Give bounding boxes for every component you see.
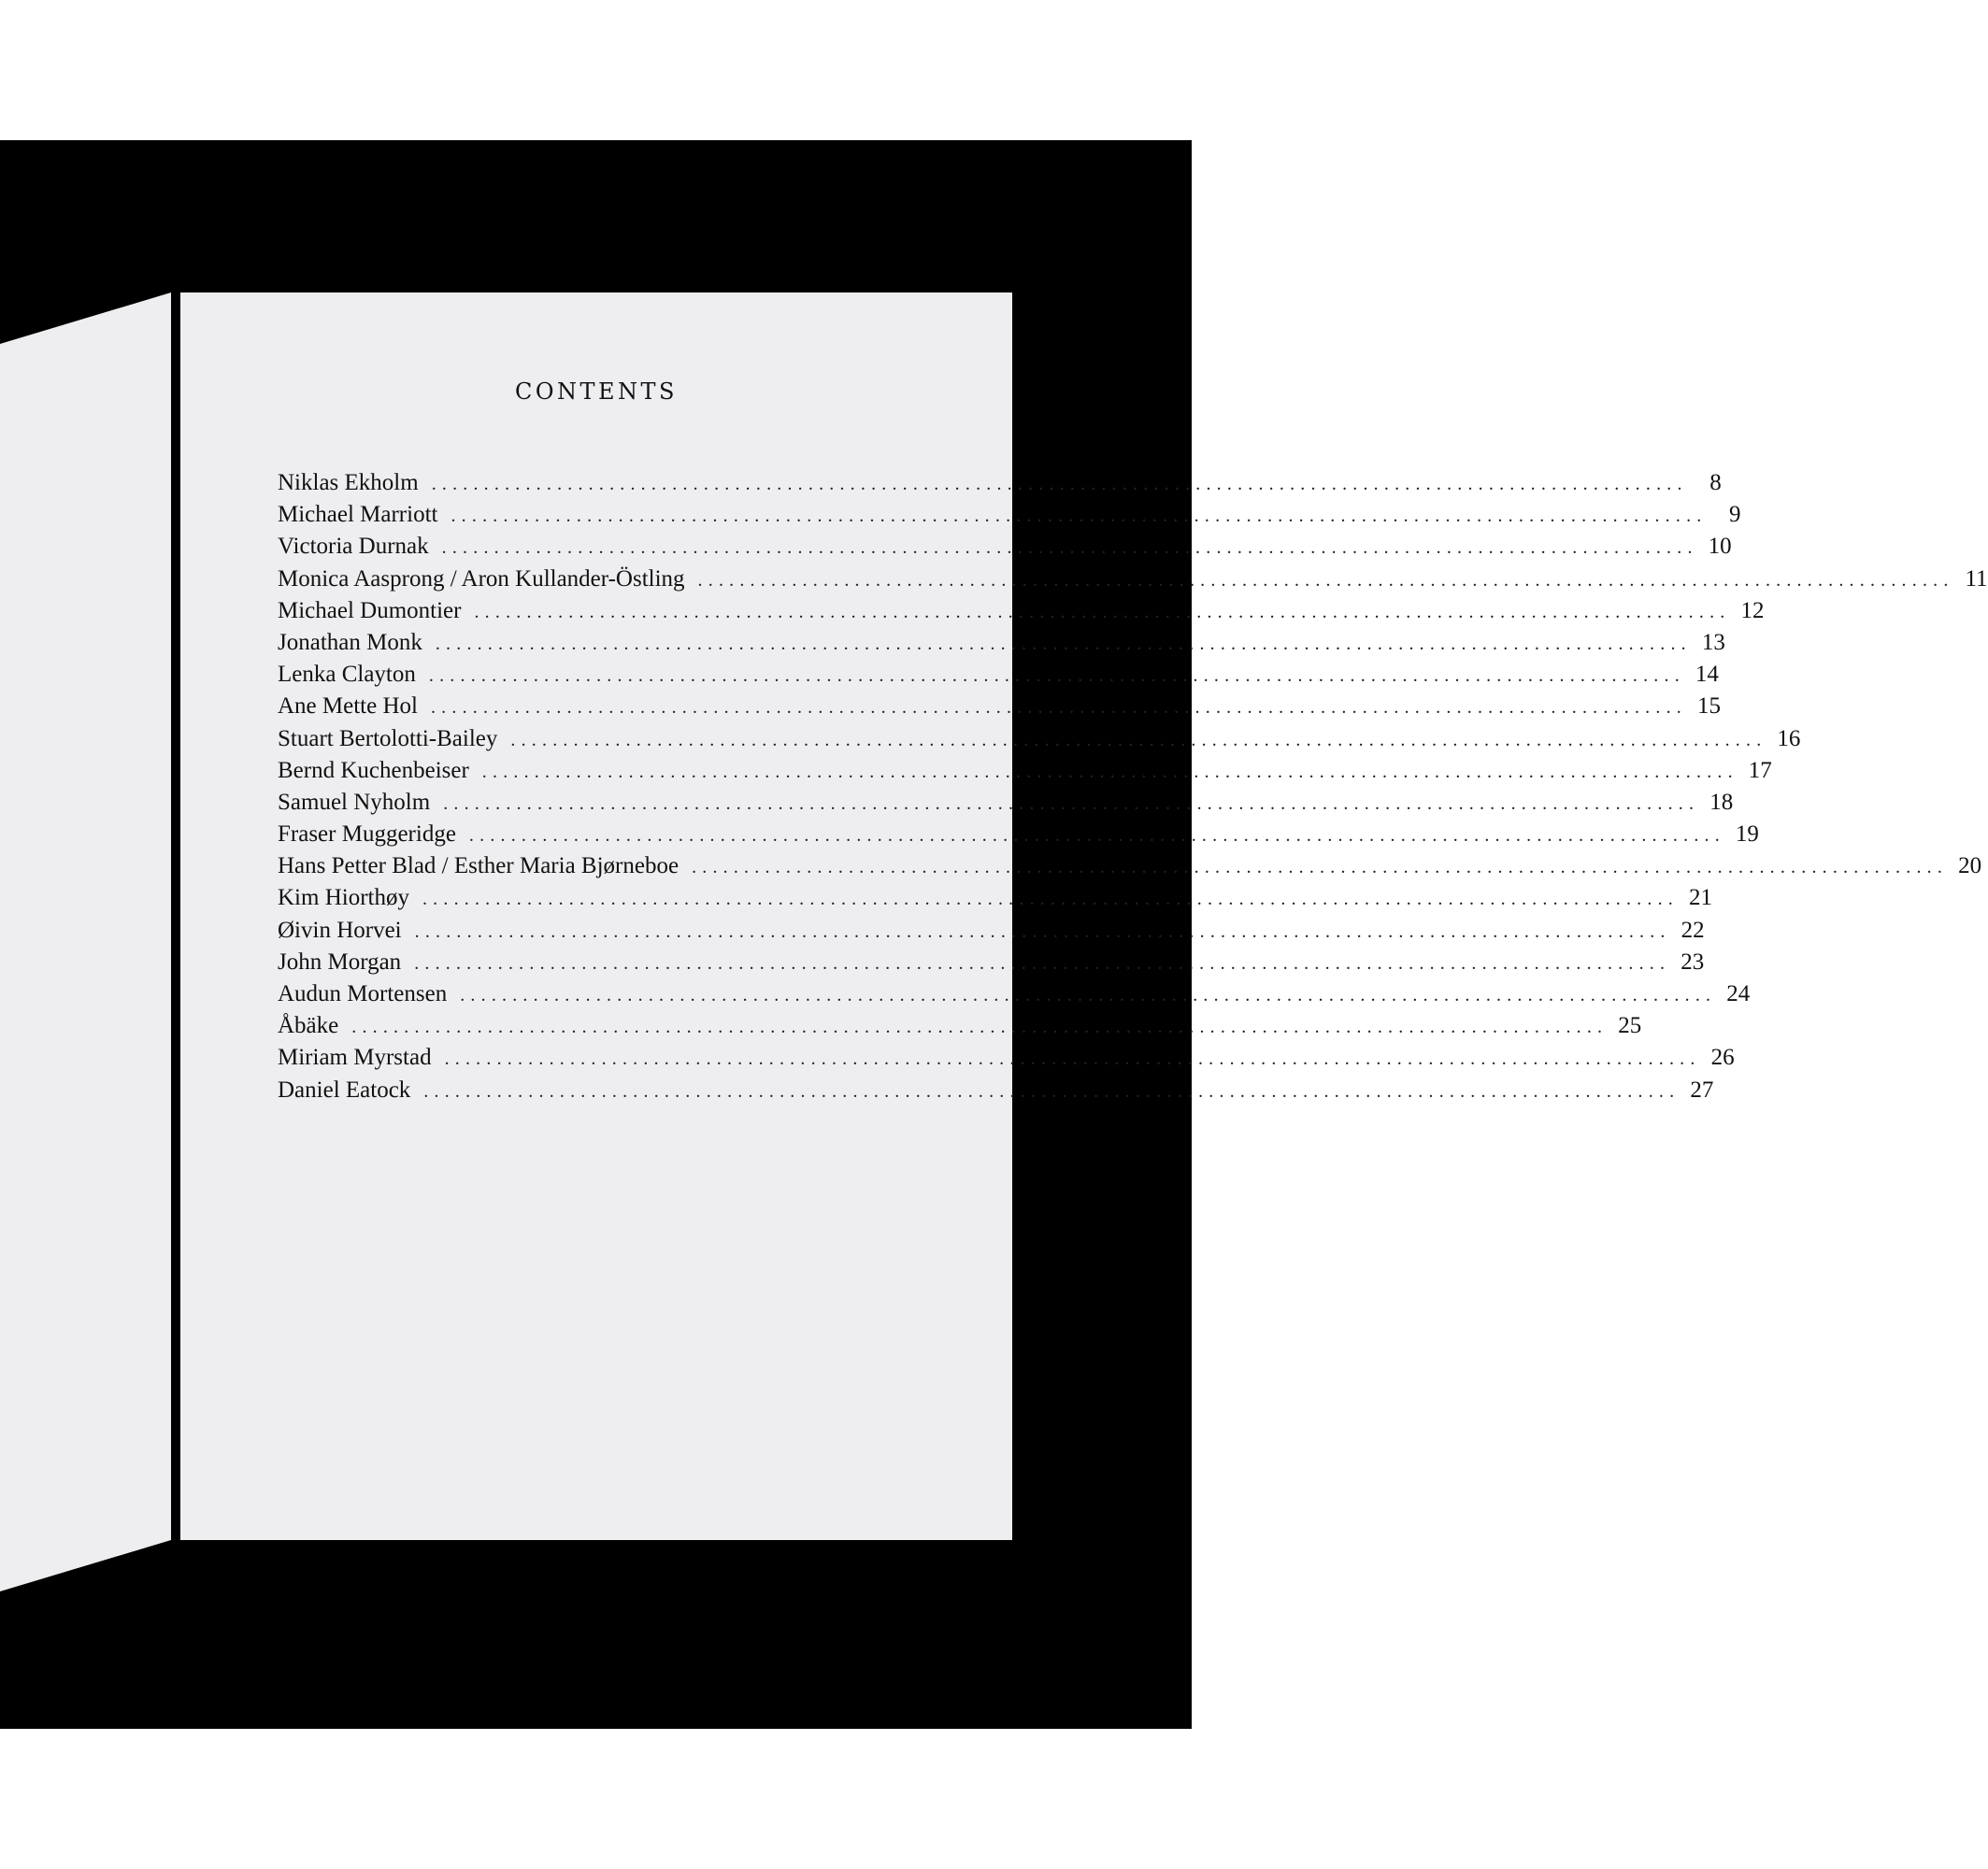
toc-entry-page-number: 11 bbox=[1965, 565, 1988, 592]
toc-entry-name: Victoria Durnak bbox=[278, 534, 429, 560]
dot-leader: ........................................................................................................................ bbox=[444, 1049, 1701, 1070]
toc-entry-page-number: 27 bbox=[1690, 1077, 1714, 1103]
dot-leader: ........................................................................................................................ bbox=[481, 761, 1738, 782]
dot-leader: ........................................................................................................................ bbox=[414, 952, 1671, 974]
toc-list bbox=[278, 470, 1988, 1109]
toc-entry bbox=[278, 1013, 1642, 1045]
toc-entry-name: Audun Mortensen bbox=[278, 981, 448, 1006]
page-title: CONTENTS bbox=[514, 378, 678, 405]
toc-entry-name: Michael Dumontier bbox=[278, 597, 462, 623]
dot-leader: ........................................................................................................................ bbox=[422, 889, 1679, 910]
toc-entry-name: Samuel Nyholm bbox=[278, 789, 431, 815]
toc-entry-page-number: 15 bbox=[1696, 693, 1721, 720]
toc-entry-page-number: 12 bbox=[1740, 597, 1765, 623]
toc-entry bbox=[278, 1077, 1714, 1109]
toc-entry bbox=[278, 534, 1732, 565]
toc-entry bbox=[278, 565, 1988, 598]
dot-leader: ........................................................................................................................ bbox=[441, 537, 1698, 559]
toc-entry-page-number: 8 bbox=[1709, 470, 1722, 495]
dot-leader: ........................................................................................................................ bbox=[697, 569, 1954, 591]
toc-entry-name: Øivin Horvei bbox=[278, 917, 402, 943]
toc-entry bbox=[278, 853, 1982, 885]
toc-entry bbox=[278, 470, 1722, 502]
toc-entry-name: Daniel Eatock bbox=[278, 1077, 411, 1103]
dot-leader: ........................................................................................................................ bbox=[414, 920, 1671, 942]
toc-entry bbox=[278, 757, 1772, 790]
toc-entry bbox=[278, 662, 1719, 693]
toc-entry bbox=[278, 789, 1734, 821]
toc-entry-name: Michael Marriott bbox=[278, 502, 438, 528]
toc-entry bbox=[278, 821, 1759, 853]
toc-entry bbox=[278, 597, 1765, 630]
dot-leader: ........................................................................................................................ bbox=[428, 665, 1685, 687]
toc-entry-page-number: 13 bbox=[1701, 629, 1725, 655]
toc-entry-page-number: 26 bbox=[1710, 1045, 1735, 1071]
toc-entry bbox=[278, 949, 1705, 981]
dot-leader: ........................................................................................................................ bbox=[430, 697, 1687, 719]
dot-leader: ........................................................................................................................ bbox=[468, 825, 1725, 847]
toc-entry-page-number: 14 bbox=[1695, 662, 1719, 688]
toc-entry bbox=[278, 1045, 1735, 1077]
toc-entry-name: Jonathan Monk bbox=[278, 629, 422, 655]
toc-entry-name: Fraser Muggeridge bbox=[278, 821, 456, 848]
dot-leader: ........................................................................................................................ bbox=[431, 474, 1688, 494]
toc-entry-page-number: 22 bbox=[1681, 917, 1705, 943]
toc-entry-name: Lenka Clayton bbox=[278, 662, 416, 688]
toc-entry-name: Niklas Ekholm bbox=[278, 470, 419, 495]
toc-entry-name: Kim Hiorthøy bbox=[278, 885, 409, 911]
toc-entry-page-number: 24 bbox=[1726, 981, 1751, 1006]
dot-leader: ........................................................................................................................ bbox=[351, 1017, 1609, 1038]
toc-entry-name: Bernd Kuchenbeiser bbox=[278, 757, 469, 783]
toc-entry-name: Hans Petter Blad / Esther Maria Bjørneboe bbox=[278, 853, 679, 879]
toc-entry bbox=[278, 981, 1751, 1013]
toc-entry-page-number: 23 bbox=[1681, 949, 1705, 975]
dot-leader: ........................................................................................................................ bbox=[474, 601, 1731, 622]
toc-entry-page-number: 19 bbox=[1735, 821, 1759, 848]
toc-entry bbox=[278, 693, 1721, 725]
toc-entry-name: Åbäke bbox=[278, 1013, 339, 1039]
toc-entry bbox=[278, 725, 1801, 758]
toc-entry-name: Ane Mette Hol bbox=[278, 693, 418, 720]
contents-page bbox=[180, 292, 1988, 1540]
toc-entry-name: John Morgan bbox=[278, 949, 402, 975]
dot-leader: ........................................................................................................................ bbox=[443, 792, 1700, 814]
toc-entry-page-number: 17 bbox=[1748, 757, 1772, 783]
toc-entry-name: Stuart Bertolotti-Bailey bbox=[278, 725, 498, 751]
dot-leader: ........................................................................................................................ bbox=[460, 985, 1717, 1006]
dot-leader: ........................................................................................................................ bbox=[692, 857, 1949, 878]
toc-entry bbox=[278, 885, 1712, 917]
toc-entry-page-number: 21 bbox=[1688, 885, 1712, 911]
dot-leader: ........................................................................................................................ bbox=[510, 729, 1767, 750]
toc-entry-page-number: 16 bbox=[1777, 725, 1801, 751]
toc-entry-page-number: 10 bbox=[1708, 534, 1732, 560]
dot-leader: ........................................................................................................................ bbox=[451, 506, 1708, 527]
dot-leader: ........................................................................................................................ bbox=[435, 633, 1692, 654]
dot-leader: ........................................................................................................................ bbox=[423, 1080, 1681, 1102]
toc-entry-name: Miriam Myrstad bbox=[278, 1045, 432, 1071]
toc-entry-page-number: 18 bbox=[1709, 789, 1734, 815]
toc-entry-page-number: 25 bbox=[1618, 1013, 1642, 1039]
toc-entry bbox=[278, 502, 1741, 534]
toc-entry-name: Monica Aasprong / Aron Kullander-Östling bbox=[278, 565, 685, 592]
toc-entry-page-number: 9 bbox=[1728, 502, 1741, 528]
toc-entry bbox=[278, 629, 1725, 662]
toc-entry bbox=[278, 917, 1705, 949]
toc-entry-page-number: 20 bbox=[1958, 853, 1982, 879]
